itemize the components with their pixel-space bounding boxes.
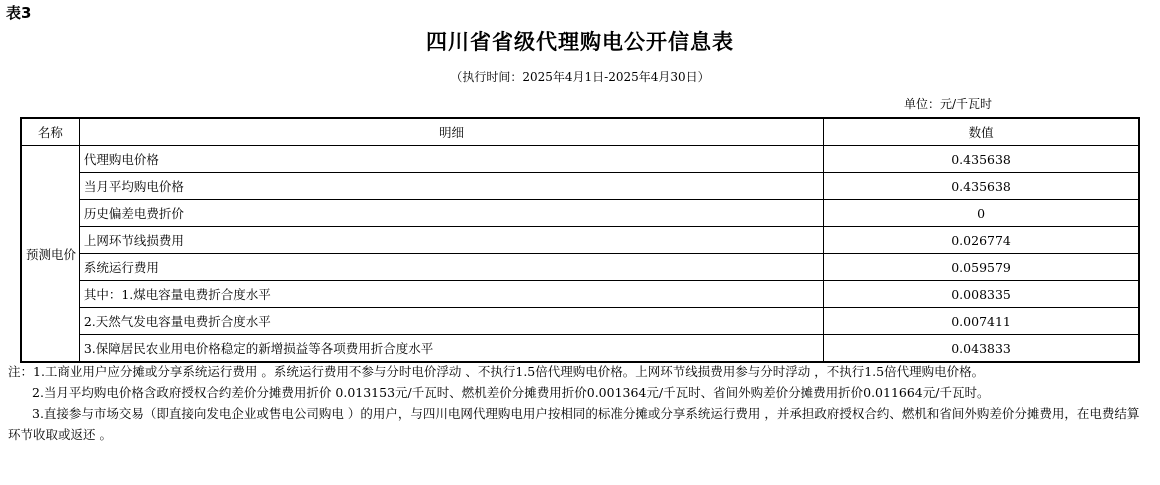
table-number-label: 表3 bbox=[6, 4, 32, 22]
header-detail: 明细 bbox=[79, 118, 823, 146]
header-name: 名称 bbox=[21, 118, 79, 146]
table-row bbox=[21, 146, 1139, 173]
execution-period: （执行时间：2025年4月1日-2025年4月30日） bbox=[450, 70, 710, 84]
row-detail: 上网环节线损费用 bbox=[79, 227, 823, 254]
table-row bbox=[21, 281, 1139, 308]
price-table bbox=[20, 117, 1140, 363]
header-value: 数值 bbox=[824, 118, 1139, 146]
page-title: 四川省省级代理购电公开信息表 bbox=[426, 29, 734, 54]
table-row bbox=[21, 308, 1139, 335]
row-detail: 3.保障居民农业用电价格稳定的新增损益等各项费用折合度水平 bbox=[79, 335, 823, 363]
note-3: 3.直接参与市场交易（即直接向发电企业或售电公司购电 ）的用户，与四川电网代理购电用户按相同的标准分摊或分享系统运行费用 ，并承担政府授权合约、燃机和省间外购差价分摊费用，在电费结算环节收取或返还 。 bbox=[8, 406, 1140, 442]
table-row bbox=[21, 227, 1139, 254]
unit-label: 单位：元/千瓦时 bbox=[903, 97, 992, 111]
table-row bbox=[21, 254, 1139, 281]
notes-section bbox=[8, 361, 1140, 445]
row-value: 0.043833 bbox=[824, 335, 1139, 363]
row-value: 0.007411 bbox=[824, 308, 1139, 335]
row-value: 0.435638 bbox=[824, 146, 1139, 173]
row-value: 0.435638 bbox=[824, 173, 1139, 200]
row-value: 0.008335 bbox=[824, 281, 1139, 308]
row-detail: 当月平均购电价格 bbox=[79, 173, 823, 200]
row-value: 0.059579 bbox=[824, 254, 1139, 281]
table-row bbox=[21, 173, 1139, 200]
row-detail: 代理购电价格 bbox=[79, 146, 823, 173]
row-value: 0 bbox=[824, 200, 1139, 227]
table-row bbox=[21, 335, 1139, 363]
group-name-cell: 预测电价 bbox=[21, 146, 79, 363]
row-detail: 2.天然气发电容量电费折合度水平 bbox=[79, 308, 823, 335]
row-value: 0.026774 bbox=[824, 227, 1139, 254]
row-detail: 历史偏差电费折价 bbox=[79, 200, 823, 227]
note-2: 2.当月平均购电价格含政府授权合约差价分摊费用折价 0.013153元/千瓦时、燃机差价分摊费用折价0.001364元/千瓦时、省间外购差价分摊费用折价0.011664元/千瓦时。 bbox=[32, 385, 990, 400]
table-row bbox=[21, 200, 1139, 227]
note-1: 注：1.工商业用户应分摊或分享系统运行费用 。系统运行费用不参与分时电价浮动 、不执行1.5倍代理购电价格。上网环节线损费用参与分时浮动 ，不执行1.5倍代理购电价格。 bbox=[8, 364, 985, 379]
row-detail: 其中：1.煤电容量电费折合度水平 bbox=[79, 281, 823, 308]
table-header-row bbox=[21, 118, 1139, 146]
row-detail: 系统运行费用 bbox=[79, 254, 823, 281]
